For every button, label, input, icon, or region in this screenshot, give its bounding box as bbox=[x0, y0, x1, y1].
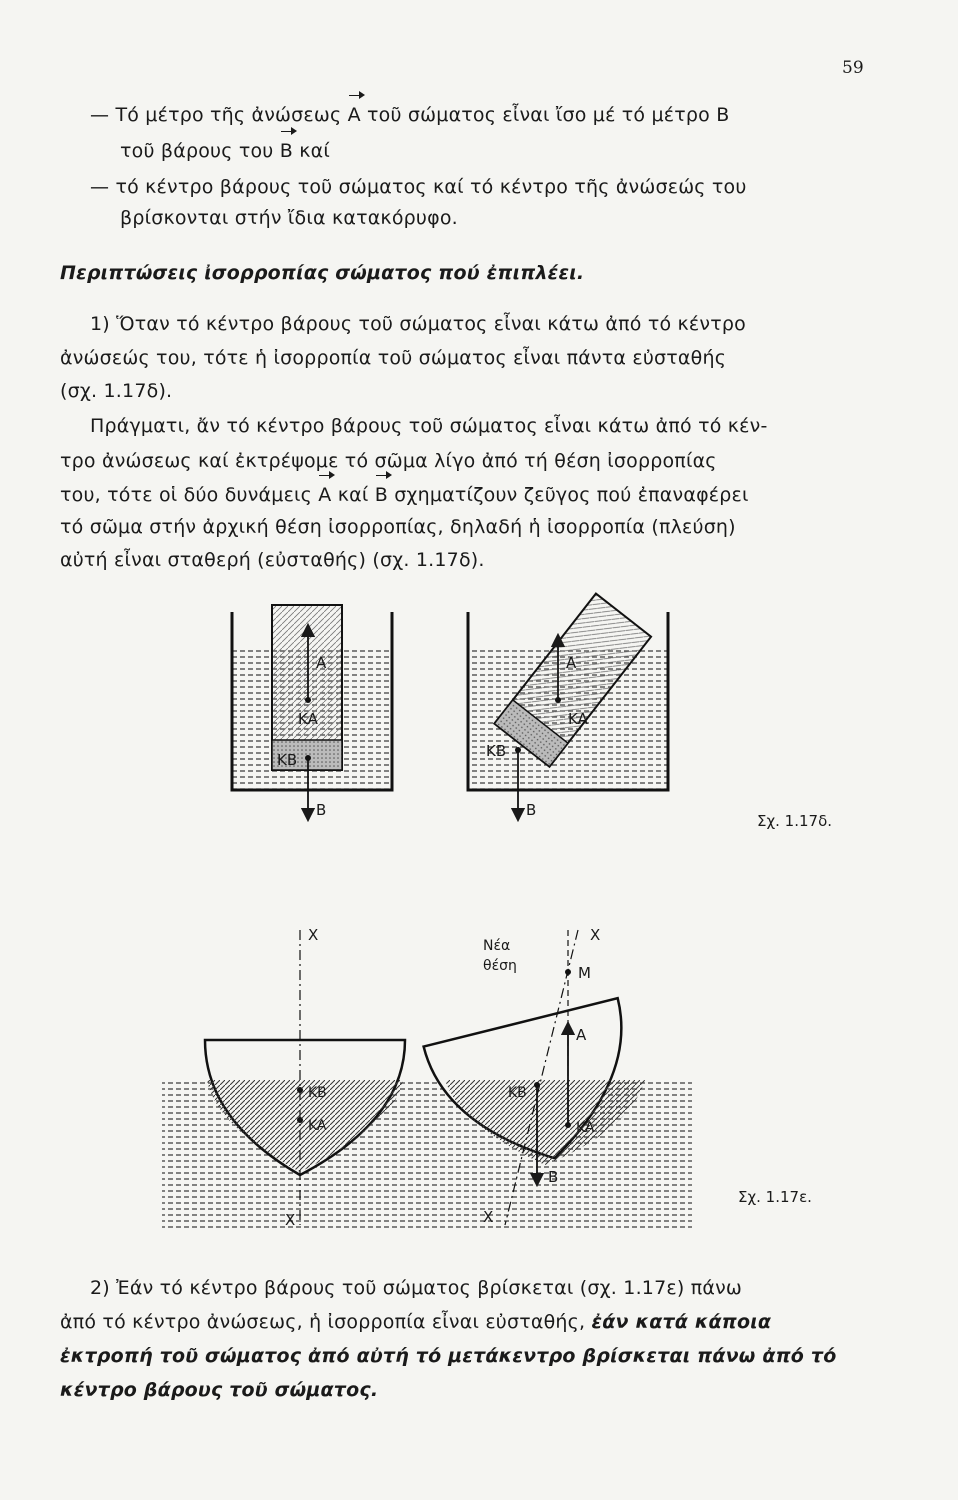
para3-line2 bbox=[60, 1311, 771, 1333]
vector-symbol: B bbox=[374, 484, 388, 506]
text-fragment: του, τότε οἱ δύο δυνάμεις bbox=[60, 484, 319, 506]
label-M: M bbox=[578, 964, 591, 982]
text-fragment: καί bbox=[292, 140, 330, 162]
label-KA: KA bbox=[568, 710, 588, 728]
para2-line5: αὐτή εἶναι σταθερή (εὐσταθής) (σχ. 1.17δ). bbox=[60, 549, 485, 571]
para1-line3: (σχ. 1.17δ). bbox=[60, 380, 173, 402]
para2-line1: Πράγματι, ἄν τό κέντρο βάρους τοῦ σώματος εἶναι κάτω ἀπό τό κέν- bbox=[90, 415, 768, 437]
label-KB: KB bbox=[486, 742, 507, 760]
label-A: A bbox=[576, 1026, 587, 1044]
para3-line4: κέντρο βάρους τοῦ σώματος. bbox=[60, 1379, 379, 1401]
para3-line3: ἐκτροπή τοῦ σώματος ἀπό αὐτή τό μετάκεντρο βρίσκεται πάνω ἀπό τό bbox=[60, 1345, 837, 1367]
text-fragment: τοῦ σώματος εἶναι ἴσο μέ τό μέτρο B bbox=[360, 104, 730, 126]
text-line-4: βρίσκονται στήν ἴδια κατακόρυφο. bbox=[120, 207, 458, 229]
vector-symbol: A bbox=[318, 484, 332, 506]
text-line-3: — τό κέντρο βάρους τοῦ σώματος καί τό κέντρο τῆς ἀνώσεώς του bbox=[90, 176, 747, 198]
section-heading: Περιπτώσεις ἰσορροπίας σώματος πού ἐπιπλέει. bbox=[60, 262, 585, 284]
label-KB: KB bbox=[277, 751, 298, 769]
text-fragment: — Τό μέτρο bbox=[90, 104, 211, 126]
label-KA: KA bbox=[298, 710, 318, 728]
text-fragment: τῆς ἀνώσεως bbox=[210, 104, 348, 126]
label-KB: KB bbox=[308, 1085, 327, 1101]
new-position-label-2: θέση bbox=[483, 958, 517, 974]
para1-line2: ἀνώσεώς του, τότε ἡ ἰσορροπία τοῦ σώματος εἶναι πάντα εὐσταθής bbox=[60, 347, 727, 369]
right-vessel bbox=[468, 594, 668, 819]
label-KA: KA bbox=[576, 1120, 595, 1136]
vector-symbol: B bbox=[279, 140, 293, 162]
label-X-top: X bbox=[308, 926, 319, 944]
figure-1-17e bbox=[162, 926, 692, 1230]
label-B: B bbox=[548, 1168, 559, 1186]
page-number: 59 bbox=[842, 58, 864, 78]
para3-line1: 2) Ἐάν τό κέντρο βάρους τοῦ σώματος βρίσκεται (σχ. 1.17ε) πάνω bbox=[90, 1277, 742, 1299]
caption-1-17e: Σχ. 1.17ε. bbox=[738, 1188, 812, 1206]
emphasis-text: ἐάν κατά κάποια bbox=[591, 1311, 772, 1333]
left-vessel bbox=[232, 605, 392, 819]
label-B: B bbox=[526, 801, 537, 819]
text-fragment: καί bbox=[331, 484, 375, 506]
label-B: B bbox=[316, 801, 327, 819]
label-KB: KB bbox=[508, 1085, 527, 1101]
label-A: A bbox=[566, 654, 577, 672]
caption-1-17d: Σχ. 1.17δ. bbox=[757, 812, 833, 830]
new-position-label-1: Νέα bbox=[483, 938, 511, 954]
para2-line2: τρο ἀνώσεως καί ἐκτρέψομε τό σῶμα λίγο ἀπό τή θέση ἰσορροπίας bbox=[60, 450, 717, 472]
label-X-bottom: X bbox=[285, 1211, 296, 1229]
text-fragment: σχηματίζουν ζεῦγος πού ἐπαναφέρει bbox=[387, 484, 749, 506]
label-A: A bbox=[316, 654, 327, 672]
label-X-bottom-tilted: X bbox=[483, 1208, 494, 1226]
label-KA: KA bbox=[308, 1118, 327, 1134]
para1-line1: 1) Ὅταν τό κέντρο βάρους τοῦ σώματος εἶναι κάτω ἀπό τό κέντρο bbox=[90, 313, 746, 335]
vector-symbol: A bbox=[347, 104, 361, 126]
label-X-top-tilted: X bbox=[590, 926, 601, 944]
para2-line4: τό σῶμα στήν ἀρχική θέση ἰσορροπίας, δηλαδή ἡ ἰσορροπία (πλεύση) bbox=[60, 516, 736, 538]
text-fragment: τοῦ βάρους του bbox=[120, 140, 280, 162]
text-fragment: ἀπό τό κέντρο ἀνώσεως, ἡ ἰσορροπία εἶναι εὐσταθής, bbox=[60, 1311, 592, 1333]
